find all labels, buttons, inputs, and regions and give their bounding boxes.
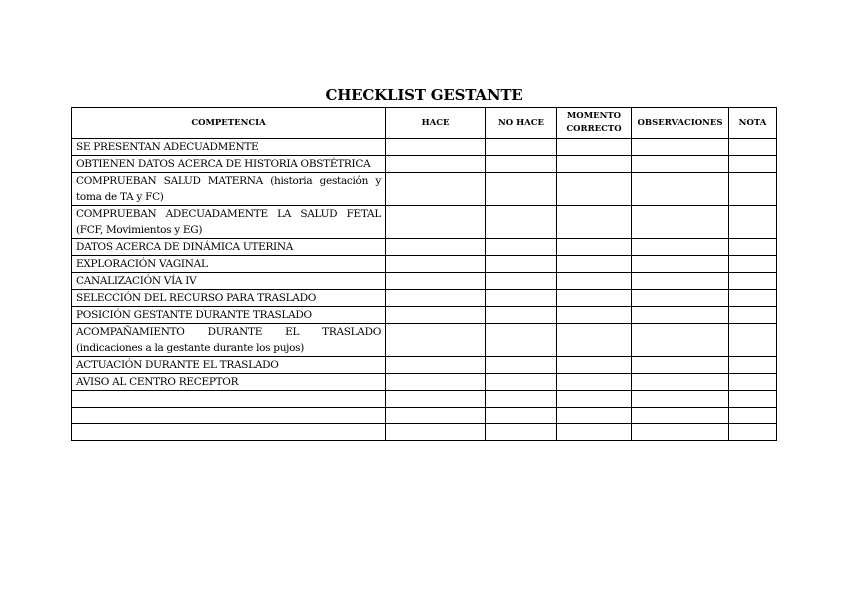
table-row xyxy=(72,173,777,206)
observaciones-cell[interactable] xyxy=(632,256,729,273)
table-row xyxy=(72,357,777,374)
no-hace-cell[interactable] xyxy=(486,173,557,206)
competencia-cell: AVISO AL CENTRO RECEPTOR xyxy=(72,374,386,391)
observaciones-cell[interactable] xyxy=(632,374,729,391)
table-row xyxy=(72,424,777,441)
observaciones-cell[interactable] xyxy=(632,307,729,324)
no-hace-cell[interactable] xyxy=(486,239,557,256)
hace-cell[interactable] xyxy=(386,407,486,424)
observaciones-cell[interactable] xyxy=(632,407,729,424)
no-hace-cell[interactable] xyxy=(486,374,557,391)
checklist-table xyxy=(71,107,777,441)
hace-cell[interactable] xyxy=(386,357,486,374)
hace-cell[interactable] xyxy=(386,256,486,273)
competencia-cell: CANALIZACIÓN VÍA IV xyxy=(72,273,386,290)
no-hace-cell[interactable] xyxy=(486,156,557,173)
nota-cell[interactable] xyxy=(729,374,777,391)
competencia-cell: COMPRUEBAN SALUD MATERNA (historia gestación y toma de TA y FC) xyxy=(72,173,386,206)
competencia-cell[interactable] xyxy=(72,407,386,424)
header-row xyxy=(72,108,777,139)
momento-correcto-cell[interactable] xyxy=(557,156,632,173)
table-row xyxy=(72,156,777,173)
hace-cell[interactable] xyxy=(386,206,486,239)
observaciones-cell[interactable] xyxy=(632,290,729,307)
observaciones-cell[interactable] xyxy=(632,156,729,173)
header-hace: HACE xyxy=(386,108,486,139)
nota-cell[interactable] xyxy=(729,156,777,173)
header-momento-correcto xyxy=(557,108,632,139)
observaciones-cell[interactable] xyxy=(632,273,729,290)
header-momento-line2: CORRECTO xyxy=(566,124,622,134)
hace-cell[interactable] xyxy=(386,139,486,156)
no-hace-cell[interactable] xyxy=(486,273,557,290)
no-hace-cell[interactable] xyxy=(486,139,557,156)
table-row xyxy=(72,324,777,357)
table-row xyxy=(72,206,777,239)
momento-correcto-cell[interactable] xyxy=(557,139,632,156)
no-hace-cell[interactable] xyxy=(486,324,557,357)
header-observaciones: OBSERVACIONES xyxy=(632,108,729,139)
hace-cell[interactable] xyxy=(386,273,486,290)
hace-cell[interactable] xyxy=(386,374,486,391)
no-hace-cell[interactable] xyxy=(486,206,557,239)
nota-cell[interactable] xyxy=(729,407,777,424)
table-row xyxy=(72,374,777,391)
table-row xyxy=(72,407,777,424)
competencia-cell[interactable] xyxy=(72,391,386,408)
observaciones-cell[interactable] xyxy=(632,173,729,206)
momento-correcto-cell[interactable] xyxy=(557,357,632,374)
header-momento-line1: MOMENTO xyxy=(566,111,622,121)
nota-cell[interactable] xyxy=(729,206,777,239)
competencia-cell: COMPRUEBAN ADECUADAMENTE LA SALUD FETAL (FCF, Movimientos y EG) xyxy=(72,206,386,239)
header-competencia: COMPETENCIA xyxy=(72,108,386,139)
momento-correcto-cell[interactable] xyxy=(557,290,632,307)
observaciones-cell[interactable] xyxy=(632,139,729,156)
nota-cell[interactable] xyxy=(729,239,777,256)
hace-cell[interactable] xyxy=(386,156,486,173)
competencia-cell: DATOS ACERCA DE DINÁMICA UTERINA xyxy=(72,239,386,256)
hace-cell[interactable] xyxy=(386,307,486,324)
momento-correcto-cell[interactable] xyxy=(557,407,632,424)
observaciones-cell[interactable] xyxy=(632,391,729,408)
hace-cell[interactable] xyxy=(386,391,486,408)
momento-correcto-cell[interactable] xyxy=(557,424,632,441)
hace-cell[interactable] xyxy=(386,173,486,206)
page-title: CHECKLIST GESTANTE xyxy=(325,86,523,104)
momento-correcto-cell[interactable] xyxy=(557,173,632,206)
hace-cell[interactable] xyxy=(386,424,486,441)
hace-cell[interactable] xyxy=(386,290,486,307)
table-row xyxy=(72,273,777,290)
no-hace-cell[interactable] xyxy=(486,407,557,424)
competencia-cell: ACTUACIÓN DURANTE EL TRASLADO xyxy=(72,357,386,374)
table-row xyxy=(72,239,777,256)
nota-cell[interactable] xyxy=(729,307,777,324)
competencia-cell[interactable] xyxy=(72,424,386,441)
no-hace-cell[interactable] xyxy=(486,357,557,374)
nota-cell[interactable] xyxy=(729,290,777,307)
nota-cell[interactable] xyxy=(729,357,777,374)
momento-correcto-cell[interactable] xyxy=(557,256,632,273)
momento-correcto-cell[interactable] xyxy=(557,391,632,408)
nota-cell[interactable] xyxy=(729,173,777,206)
nota-cell[interactable] xyxy=(729,391,777,408)
nota-cell[interactable] xyxy=(729,324,777,357)
observaciones-cell[interactable] xyxy=(632,206,729,239)
competencia-cell: OBTIENEN DATOS ACERCA DE HISTORIA OBSTÉTRICA xyxy=(72,156,386,173)
hace-cell[interactable] xyxy=(386,239,486,256)
competencia-cell: SE PRESENTAN ADECUADMENTE xyxy=(72,139,386,156)
table-row xyxy=(72,391,777,408)
no-hace-cell[interactable] xyxy=(486,256,557,273)
momento-correcto-cell[interactable] xyxy=(557,324,632,357)
table-row xyxy=(72,290,777,307)
no-hace-cell[interactable] xyxy=(486,424,557,441)
nota-cell[interactable] xyxy=(729,256,777,273)
header-nota: NOTA xyxy=(729,108,777,139)
no-hace-cell[interactable] xyxy=(486,391,557,408)
table-row xyxy=(72,256,777,273)
no-hace-cell[interactable] xyxy=(486,290,557,307)
observaciones-cell[interactable] xyxy=(632,239,729,256)
nota-cell[interactable] xyxy=(729,424,777,441)
observaciones-cell[interactable] xyxy=(632,324,729,357)
momento-correcto-cell[interactable] xyxy=(557,206,632,239)
momento-correcto-cell[interactable] xyxy=(557,273,632,290)
hace-cell[interactable] xyxy=(386,324,486,357)
table-row xyxy=(72,307,777,324)
observaciones-cell[interactable] xyxy=(632,424,729,441)
competencia-cell: POSICIÓN GESTANTE DURANTE TRASLADO xyxy=(72,307,386,324)
competencia-cell: EXPLORACIÓN VAGINAL xyxy=(72,256,386,273)
competencia-cell: SELECCIÓN DEL RECURSO PARA TRASLADO xyxy=(72,290,386,307)
nota-cell[interactable] xyxy=(729,139,777,156)
no-hace-cell[interactable] xyxy=(486,307,557,324)
momento-correcto-cell[interactable] xyxy=(557,374,632,391)
competencia-cell: ACOMPAÑAMIENTO DURANTE EL TRASLADO (indicaciones a la gestante durante los pujos) xyxy=(72,324,386,357)
momento-correcto-cell[interactable] xyxy=(557,239,632,256)
header-no-hace: NO HACE xyxy=(486,108,557,139)
nota-cell[interactable] xyxy=(729,273,777,290)
table-row xyxy=(72,139,777,156)
momento-correcto-cell[interactable] xyxy=(557,307,632,324)
observaciones-cell[interactable] xyxy=(632,357,729,374)
